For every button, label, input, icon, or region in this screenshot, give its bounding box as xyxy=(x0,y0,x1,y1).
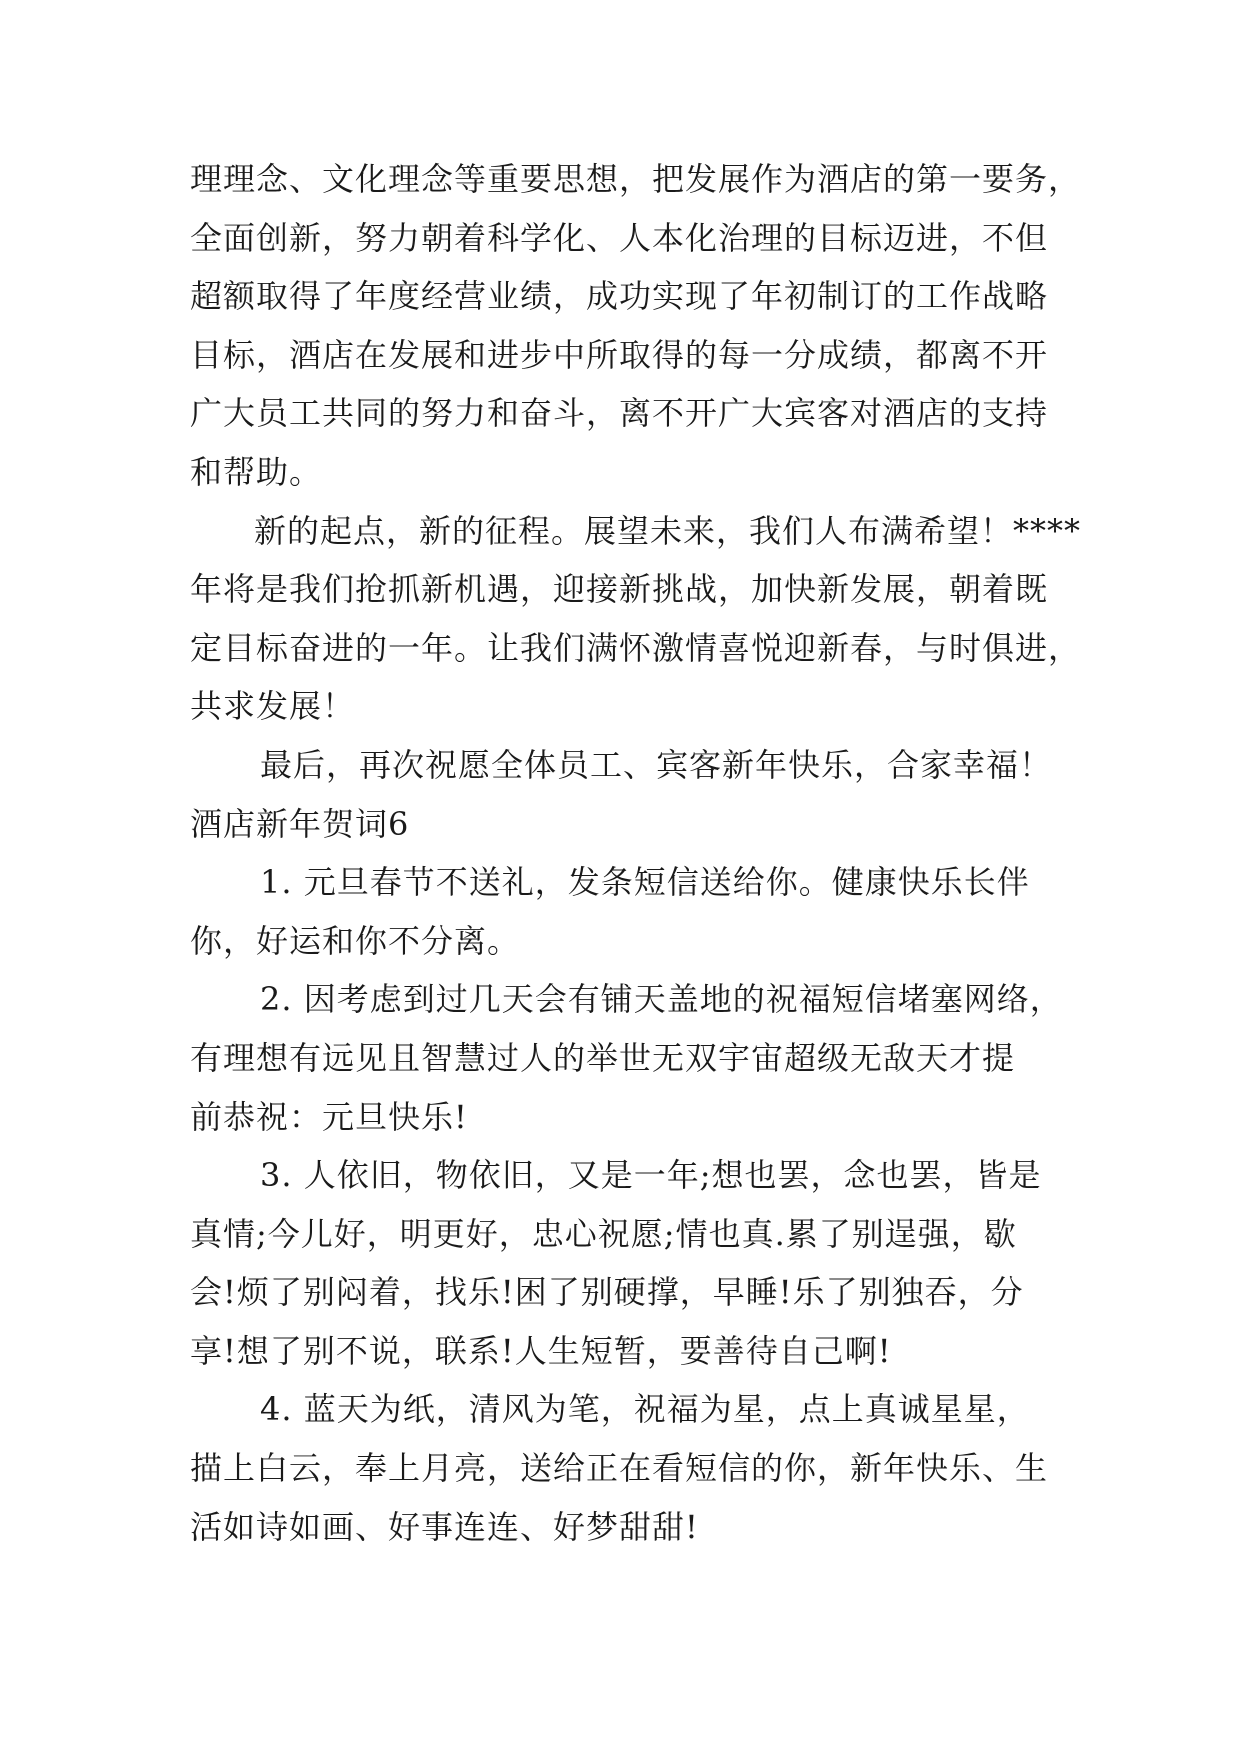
document-body xyxy=(190,150,1082,1556)
list-item-line: 享!想了别不说，联系!人生短暂，要善待自己啊! xyxy=(190,1331,892,1370)
text-line: 定目标奋进的一年。让我们满怀激情喜悦迎新春，与时俱进， xyxy=(190,628,1082,667)
list-item-line: 会!烦了别闷着，找乐!困了别硬撑，早睡!乐了别独吞，分 xyxy=(190,1273,1024,1312)
list-item-line: 活如诗如画、好事连连、好梦甜甜! xyxy=(190,1507,699,1546)
text-line: 全面创新，努力朝着科学化、人本化治理的目标迈进，不但 xyxy=(190,218,1049,257)
list-item-line: 2. 因考虑到过几天会有铺天盖地的祝福短信堵塞网络， xyxy=(260,980,1063,1019)
list-item-line: 真情;今儿好，明更好，忠心祝愿;情也真.累了别逞强，歇 xyxy=(190,1214,1017,1253)
list-item-line: 4. 蓝天为纸，清风为笔，祝福为星，点上真诚星星， xyxy=(260,1390,1030,1429)
text-line: 共求发展！ xyxy=(190,687,356,726)
text-line: 新的起点，新的征程。展望未来，我们人布满希望！**** xyxy=(254,511,1082,550)
section-heading: 酒店新年贺词6 xyxy=(190,804,410,843)
text-line: 最后，再次祝愿全体员工、宾客新年快乐，合家幸福！ xyxy=(260,745,1053,784)
list-item-line: 1. 元旦春节不送礼，发条短信送给你。健康快乐长伴 xyxy=(260,863,1030,902)
list-item-line: 描上白云，奉上月亮，送给正在看短信的你，新年快乐、生 xyxy=(190,1449,1049,1488)
text-line: 理理念、文化理念等重要思想，把发展作为酒店的第一要务， xyxy=(190,160,1082,198)
text-line: 年将是我们抢抓新机遇，迎接新挑战，加快新发展，朝着既 xyxy=(190,570,1049,609)
list-item-line: 你，好运和你不分离。 xyxy=(190,921,521,960)
list-item-line: 有理想有远见且智慧过人的举世无双宇宙超级无敌天才提 xyxy=(190,1038,1016,1077)
text-line: 和帮助。 xyxy=(190,452,323,491)
list-item-line: 3. 人依旧，物依旧，又是一年;想也罢，念也罢，皆是 xyxy=(260,1156,1042,1195)
text-line: 超额取得了年度经营业绩，成功实现了年初制订的工作战略 xyxy=(190,277,1049,316)
text-line: 目标，酒店在发展和进步中所取得的每一分成绩，都离不开 xyxy=(190,335,1049,374)
text-line: 广大员工共同的努力和奋斗，离不开广大宾客对酒店的支持 xyxy=(190,394,1049,433)
list-item-line: 前恭祝：元旦快乐! xyxy=(190,1097,468,1136)
